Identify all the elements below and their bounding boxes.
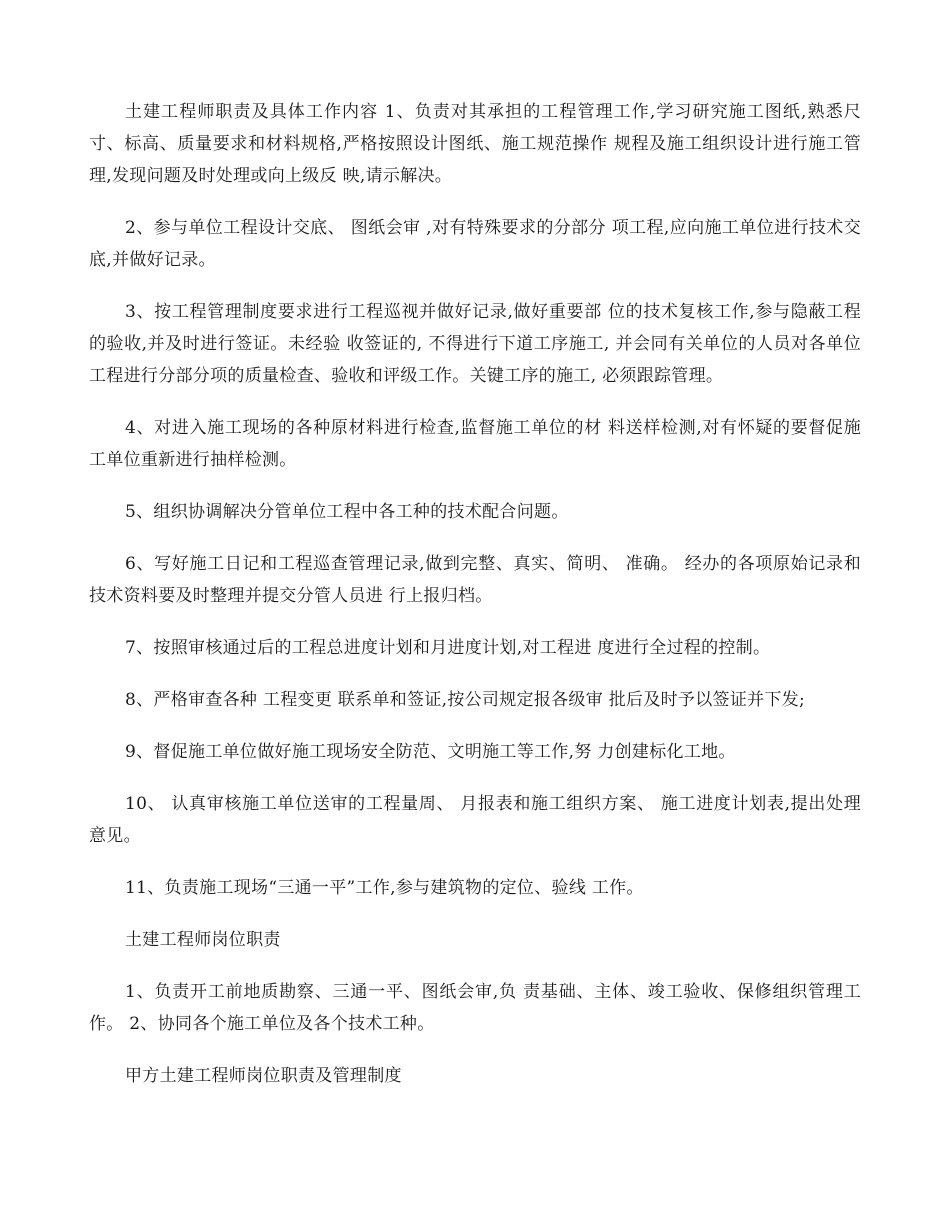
paragraph-duty-10: 10、 认真审核施工单位送审的工程量周、 月报表和施工组织方案、 施工进度计划表,提出处理意见。 bbox=[89, 794, 861, 846]
section-heading-management-rules: 甲方土建工程师岗位职责及管理制度 bbox=[125, 1066, 402, 1086]
paragraph-duty-11: 11、负责施工现场“三通一平”工作,参与建筑物的定位、验线 工作。 bbox=[125, 878, 644, 898]
paragraph-duty-8: 8、严格审查各种 工程变更 联系单和签证,按公司规定报各级审 批后及时予以签证并下发; bbox=[125, 690, 806, 710]
document-body bbox=[89, 96, 861, 1112]
paragraph-intro-duty-1: 土建工程师职责及具体工作内容 1、负责对其承担的工程管理工作,学习研究施工图纸,熟悉尺 寸、标高、质量要求和材料规格,严格按照设计图纸、施工规范操作 规程及施工组织设计进行施工管理,发现问题及时处理或向上级反 映,请示解决。 bbox=[89, 102, 861, 186]
paragraph-duty-2: 2、参与单位工程设计交底、 图纸会审 ,对有特殊要求的分部分 项工程,应向施工单位进行技术交底,并做好记录。 bbox=[89, 218, 861, 270]
paragraph-job-duties-list: 1、负责开工前地质勘察、三通一平、图纸会审,负 责基础、主体、竣工验收、保修组织管理工作。 2、协同各个施工单位及各个技术工种。 bbox=[89, 982, 861, 1034]
paragraph-duty-4: 4、对进入施工现场的各种原材料进行检查,监督施工单位的材 料送样检测,对有怀疑的要督促施工单位重新进行抽样检测。 bbox=[89, 418, 861, 470]
section-heading-job-duties: 土建工程师岗位职责 bbox=[125, 930, 281, 950]
paragraph-duty-3: 3、按工程管理制度要求进行工程巡视并做好记录,做好重要部 位的技术复核工作,参与隐蔽工程的验收,并及时进行签证。未经验 收签证的, 不得进行下道工序施工, 并会同有关单位的人员对各单位 工程进行分部分项的质量检查、验收和评级工作。关键工序的施工, 必须跟踪管理。 bbox=[89, 302, 861, 386]
paragraph-duty-9: 9、督促施工单位做好施工现场安全防范、文明施工等工作,努 力创建标化工地。 bbox=[125, 742, 736, 762]
paragraph-duty-5: 5、组织协调解决分管单位工程中各工种的技术配合问题。 bbox=[125, 502, 569, 522]
paragraph-duty-7: 7、按照审核通过后的工程总进度计划和月进度计划,对工程进 度进行全过程的控制。 bbox=[125, 638, 771, 658]
paragraph-duty-6: 6、写好施工日记和工程巡查管理记录,做到完整、真实、简明、 准确。 经办的各项原始记录和技术资料要及时整理并提交分管人员进 行上报归档。 bbox=[89, 554, 861, 606]
